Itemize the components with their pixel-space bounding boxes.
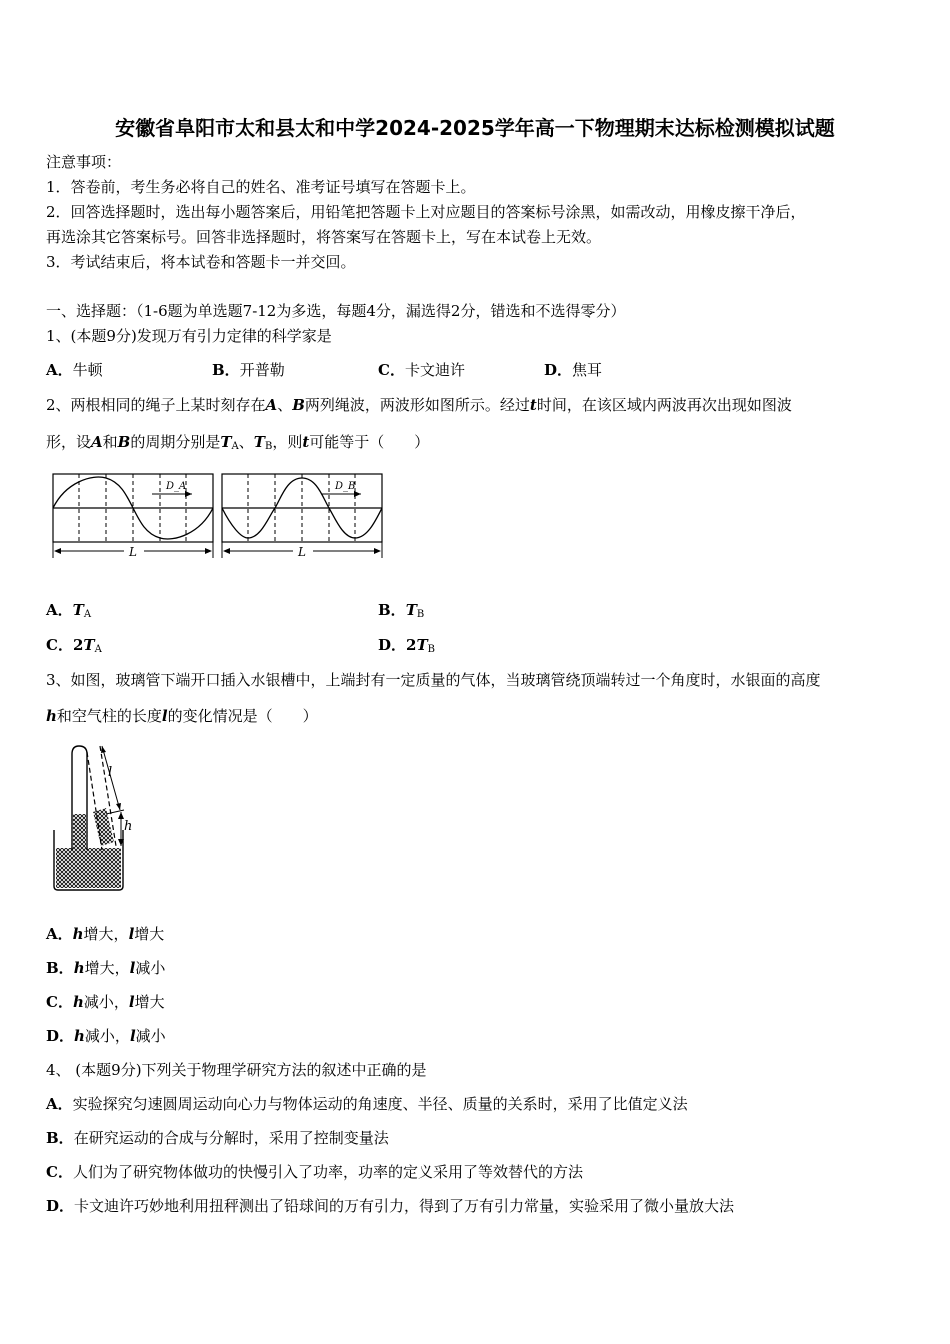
notice-item: 2．回答选择题时，选出每小题答案后，用铅笔把答题卡上对应题目的答案标号涂黑，如需改动，用橡皮擦干净后， [46, 203, 806, 221]
q3-option-b: B．h增大，l减小 [46, 959, 166, 977]
q2-option-c: C．$2T_A$ [46, 636, 102, 655]
q3-stem-line2: h和空气柱的长度l的变化情况是（ ） [46, 707, 318, 725]
notice-item: 3．考试结束后，将本试卷和答题卡一并交回。 [46, 253, 356, 271]
q2-stem-line2: 形，设A和B的周期分别是$T_A$、$T_B$，则t可能等于（ ） [46, 433, 430, 452]
q2-option-a: A．$T_A$ [46, 601, 92, 620]
velocity-label-a: D_A [166, 481, 187, 492]
q1-stem: 1、(本题9分)发现万有引力定律的科学家是 [46, 327, 332, 345]
page-title: 安徽省阜阳市太和县太和中学2024-2025学年高一下物理期末达标检测模拟试题 [115, 116, 835, 140]
q3-stem-line1: 3、如图，玻璃管下端开口插入水银槽中，上端封有一定质量的气体，当玻璃管绕顶端转过一个角度时，水银面的高度 [46, 671, 821, 689]
length-label-a: L [129, 545, 137, 559]
q4-option-a: A．实验探究匀速圆周运动向心力与物体运动的角速度、半径、质量的关系时，采用了比值定义法 [46, 1095, 688, 1113]
q1-option-d: D．焦耳 [544, 361, 603, 379]
q2-stem-line1: 2、两根相同的绳子上某时刻存在A、B两列绳波，两波形如图所示。经过t时间，在该区域内两波再次出现如图波 [46, 396, 792, 414]
wave-figure-a [52, 472, 216, 562]
mercury-tube-figure [44, 738, 154, 894]
height-h-label: h [124, 819, 133, 834]
q4-option-c: C．人们为了研究物体做功的快慢引入了功率，功率的定义采用了等效替代的方法 [46, 1163, 583, 1181]
q3-option-c: C．h减小，l增大 [46, 993, 165, 1011]
q1-option-c: C．卡文迪许 [378, 361, 465, 379]
q3-option-d: D．h减小，l减小 [46, 1027, 166, 1045]
section-heading: 一、选择题：（1-6题为单选题7-12为多选，每题4分，漏选得2分，错选和不选得零分） [46, 302, 626, 320]
notice-heading: 注意事项： [46, 153, 122, 171]
q1-option-a: A．牛顿 [46, 361, 103, 379]
q4-option-d: D．卡文迪许巧妙地利用扭秤测出了铅球间的万有引力，得到了万有引力常量，实验采用了微小量放大法 [46, 1197, 735, 1215]
notice-item: 1．答卷前，考生务必将自己的姓名、准考证号填写在答题卡上。 [46, 178, 476, 196]
q2-option-b: B．$T_B$ [378, 601, 425, 620]
wave-figure-b [221, 472, 385, 562]
notice-item: 再选涂其它答案标号。回答非选择题时，将答案写在答题卡上，写在本试卷上无效。 [46, 228, 602, 246]
length-l-label: l [108, 765, 113, 780]
q4-option-b: B．在研究运动的合成与分解时，采用了控制变量法 [46, 1129, 389, 1147]
length-label-b: L [298, 545, 306, 559]
q2-option-d: D．$2T_B$ [378, 636, 435, 655]
q1-option-b: B．开普勒 [212, 361, 285, 379]
q4-stem: 4、 (本题9分)下列关于物理学研究方法的叙述中正确的是 [46, 1061, 427, 1079]
velocity-label-b: D_B [335, 481, 356, 492]
q3-option-a: A．h增大，l增大 [46, 925, 165, 943]
